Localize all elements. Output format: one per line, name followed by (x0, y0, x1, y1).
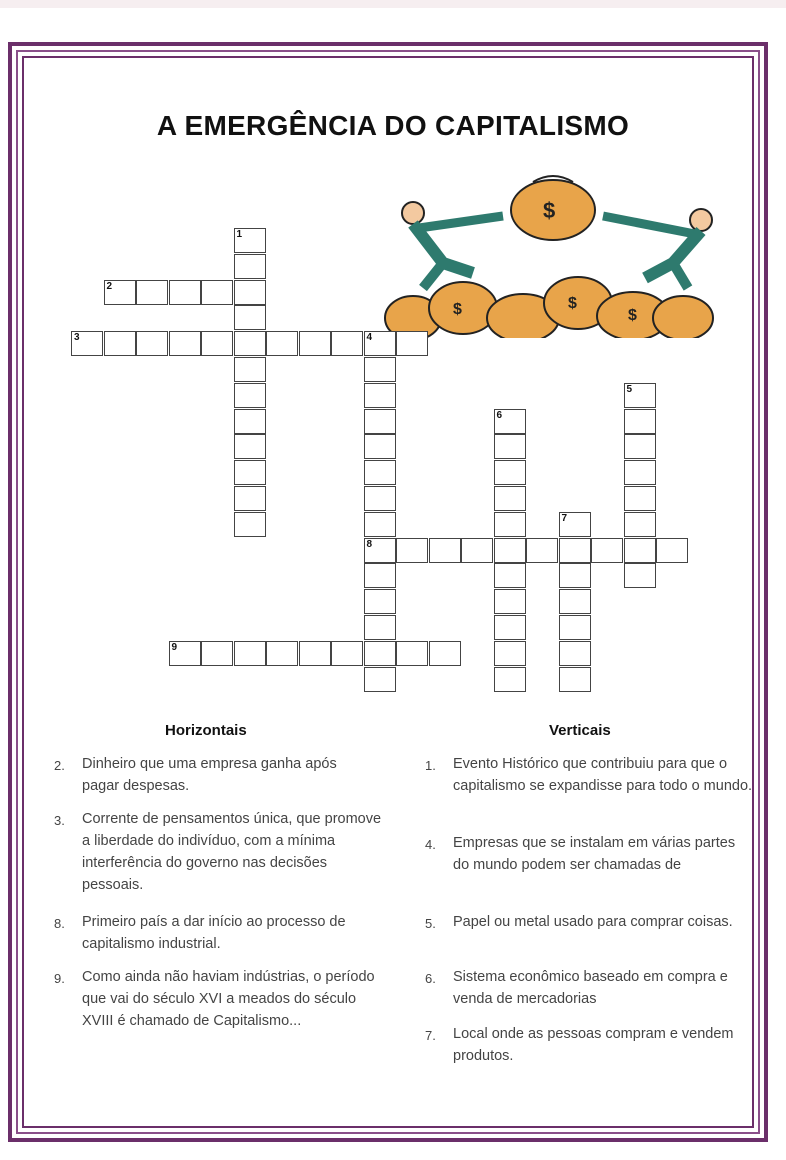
crossword-cell[interactable] (299, 331, 331, 356)
clue-v-5: 5. Papel ou metal usado para comprar coisas. (425, 914, 733, 931)
crossword-cell[interactable] (624, 460, 656, 485)
clue-v-7: 7. Local onde as pessoas compram e vendem produtos. (425, 1026, 734, 1064)
crossword-cell[interactable] (624, 538, 656, 563)
crossword-cell[interactable] (364, 331, 396, 356)
crossword-cell[interactable] (559, 667, 591, 692)
clue-h-9: 9. Como ainda não haviam indústrias, o período que vai do século XVI a meados do século XVIII é chamado de Capitalismo... (54, 969, 375, 1029)
crossword-cell[interactable] (234, 409, 266, 434)
crossword-cell[interactable] (559, 512, 591, 537)
crossword-cell[interactable] (624, 486, 656, 511)
crossword-cell[interactable] (624, 434, 656, 459)
verticais-heading: Verticais (549, 722, 611, 739)
crossword-cell[interactable] (234, 357, 266, 382)
cell-number: 7 (561, 512, 568, 524)
clue-v-4: 4. Empresas que se instalam em várias partes do mundo podem ser chamadas de (425, 835, 736, 873)
crossword-cell[interactable] (494, 486, 526, 511)
crossword-cell[interactable] (494, 434, 526, 459)
crossword-cell[interactable] (169, 641, 201, 666)
cell-number: 5 (626, 383, 633, 395)
crossword-cell[interactable] (559, 563, 591, 588)
crossword-cell[interactable] (234, 512, 266, 537)
crossword-cell[interactable] (494, 409, 526, 434)
crossword-cell[interactable] (234, 280, 266, 305)
crossword-cell[interactable] (234, 434, 266, 459)
crossword-cell[interactable] (234, 641, 266, 666)
crossword-cell[interactable] (364, 357, 396, 382)
crossword-cell[interactable] (624, 512, 656, 537)
crossword-cell[interactable] (364, 667, 396, 692)
bag-symbol: $ (628, 307, 637, 324)
crossword-cell[interactable] (201, 280, 233, 305)
crossword-cell[interactable] (494, 460, 526, 485)
horizontais-heading: Horizontais (165, 722, 247, 739)
crossword-cell[interactable] (266, 331, 298, 356)
cell-number: 6 (496, 409, 503, 421)
crossword-cell[interactable] (559, 589, 591, 614)
crossword-cell[interactable] (494, 615, 526, 640)
clue-h-2: 2. Dinheiro que uma empresa ganha após pagar despesas. (54, 756, 337, 794)
crossword-cell[interactable] (234, 486, 266, 511)
cell-number: 8 (366, 538, 373, 550)
crossword-cell[interactable] (429, 538, 461, 563)
crossword-cell[interactable] (396, 641, 428, 666)
crossword-cell[interactable] (104, 331, 136, 356)
cell-number: 3 (74, 332, 80, 344)
crossword-cell[interactable] (494, 563, 526, 588)
crossword-cell[interactable] (364, 563, 396, 588)
crossword-cell[interactable] (396, 331, 428, 356)
crossword-cell[interactable] (494, 641, 526, 666)
crossword-cell[interactable] (494, 512, 526, 537)
bag-symbol: $ (568, 295, 577, 312)
page-title: A EMERGÊNCIA DO CAPITALISMO (156, 110, 630, 141)
crossword-cell[interactable] (364, 409, 396, 434)
clue-h-8: 8. Primeiro país a dar início ao processo de capitalismo industrial. (54, 914, 346, 952)
crossword-cell[interactable] (624, 409, 656, 434)
cell-number: 4 (366, 332, 373, 344)
bag-symbol: $ (453, 301, 462, 318)
crossword-cell[interactable] (364, 383, 396, 408)
crossword-cell[interactable] (234, 254, 266, 279)
crossword-cell[interactable] (624, 563, 656, 588)
crossword-cell[interactable] (624, 383, 656, 408)
crossword-cell[interactable] (364, 589, 396, 614)
clue-v-6: 6. Sistema econômico baseado em compra e venda de mercadorias (425, 969, 728, 1007)
cell-number: 9 (171, 641, 178, 653)
crossword-cell[interactable] (234, 305, 266, 330)
crossword-cell[interactable] (104, 280, 136, 305)
crossword-cell[interactable] (331, 641, 363, 666)
crossword-cell[interactable] (494, 667, 526, 692)
crossword-cell[interactable] (364, 538, 396, 563)
crossword-cell[interactable] (169, 331, 201, 356)
crossword-cell[interactable] (364, 615, 396, 640)
crossword-cell[interactable] (364, 641, 396, 666)
crossword-cell[interactable] (331, 331, 363, 356)
crossword-cell[interactable] (364, 434, 396, 459)
bag-symbol: $ (543, 198, 556, 223)
crossword-cell[interactable] (494, 589, 526, 614)
crossword-cell[interactable] (364, 486, 396, 511)
crossword-cell[interactable] (201, 331, 233, 356)
crossword-cell[interactable] (461, 538, 493, 563)
cell-number: 1 (236, 229, 243, 240)
crossword-cell[interactable] (234, 228, 266, 253)
crossword-cell[interactable] (429, 641, 461, 666)
crossword-cell[interactable] (136, 280, 168, 305)
crossword-cell[interactable] (396, 538, 428, 563)
crossword-cell[interactable] (201, 641, 233, 666)
crossword-cell[interactable] (559, 538, 591, 563)
crossword-cell[interactable] (526, 538, 558, 563)
crossword-cell[interactable] (136, 331, 168, 356)
crossword-cell[interactable] (71, 331, 103, 356)
crossword-cell[interactable] (494, 538, 526, 563)
crossword-cell[interactable] (656, 538, 688, 563)
clue-v-1: 1. Evento Histórico que contribuiu para que o capitalismo se expandisse para todo o mundo. (425, 756, 753, 794)
crossword-cell[interactable] (364, 512, 396, 537)
crossword-cell[interactable] (559, 615, 591, 640)
crossword-cell[interactable] (364, 460, 396, 485)
crossword-cell[interactable] (169, 280, 201, 305)
crossword-cell[interactable] (234, 460, 266, 485)
crossword-cell[interactable] (234, 383, 266, 408)
clue-h-3: 3. Corrente de pensamentos única, que promove a liberdade do indivíduo, com a mínima interferência do governo nas decisões pessoais. (54, 811, 382, 893)
crossword-cell[interactable] (266, 641, 298, 666)
crossword-cell[interactable] (299, 641, 331, 666)
crossword-cell[interactable] (234, 331, 266, 356)
crossword-cell[interactable] (591, 538, 623, 563)
crossword-cell[interactable] (559, 641, 591, 666)
cell-number: 2 (106, 280, 113, 292)
